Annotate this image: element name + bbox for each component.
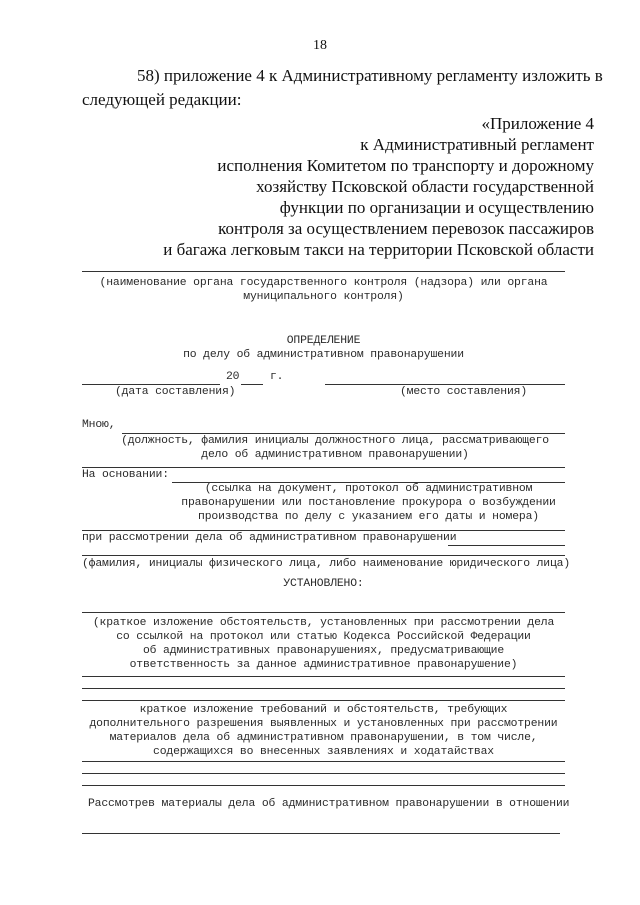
appendix-header-line: исполнения Комитетом по транспорту и дорожному <box>217 156 594 175</box>
appendix-header-line: и багажа легковым такси на территории Псковской области <box>163 240 594 259</box>
appendix-header-line: функции по организации и осуществлению <box>279 198 594 217</box>
blank-line <box>82 761 565 762</box>
person-caption: (фамилия, инициалы физического лица, либо наименование юридического лица) <box>82 558 571 570</box>
official-line <box>122 433 565 434</box>
document-title: ОПРЕДЕЛЕНИЕ <box>286 335 361 347</box>
document-caption: правонарушении или постановление прокурора о возбуждении <box>181 497 556 509</box>
authority-caption: муниципального контроля) <box>243 291 404 303</box>
document-caption: производства по делу с указанием его даты и номера) <box>198 511 539 523</box>
consideration-line <box>448 545 565 546</box>
place-line <box>325 384 565 385</box>
authority-name-line <box>82 271 565 272</box>
person-line <box>82 555 565 556</box>
year-line <box>241 384 263 385</box>
appendix-header-line: «Приложение 4 <box>481 114 594 133</box>
intro-line-2: следующей редакции: <box>82 90 242 109</box>
circumstances-caption: со ссылкой на протокол или статью Кодекса Российской Федерации <box>116 631 531 643</box>
blank-line <box>82 688 565 689</box>
intro-line-1: 58) приложение 4 к Административному регламенту изложить в <box>137 66 603 85</box>
circumstances-caption: об административных правонарушениях, предусматривающие <box>142 645 505 657</box>
blank-line <box>82 700 565 701</box>
date-g-label: г. <box>270 371 284 383</box>
circumstances-caption: ответственность за данное административное правонарушение) <box>129 659 518 671</box>
requirements-caption: материалов дела об административном правонарушении, в том числе, <box>109 732 538 744</box>
authority-caption: (наименование органа государственного контроля (надзора) или органа <box>99 277 548 289</box>
date-caption: (дата составления) <box>115 386 236 398</box>
consideration-label: при рассмотрении дела об административном правонарушении <box>82 532 457 544</box>
requirements-caption: краткое изложение требований и обстоятельств, требующих <box>139 704 508 716</box>
official-caption: дело об административном правонарушении) <box>201 449 469 461</box>
having-reviewed-text: Рассмотрев материалы дела об административном правонарушении в отношении <box>88 798 570 810</box>
document-caption: (ссылка на документ, протокол об административном <box>204 483 533 495</box>
requirements-caption: содержащихся во внесенных заявлениях и ходатайствах <box>153 746 494 758</box>
blank-line <box>82 785 565 786</box>
blank-line <box>82 773 565 774</box>
blank-line <box>82 833 560 834</box>
date-year-label: 20 <box>226 371 240 383</box>
date-line <box>82 384 220 385</box>
appendix-header-line: контроля за осуществлением перевозок пассажиров <box>218 219 594 238</box>
based-on-label: На основании: <box>82 469 169 481</box>
page-number: 18 <box>313 38 327 53</box>
blank-line <box>82 467 565 468</box>
circumstances-caption: (краткое изложение обстоятельств, установленных при рассмотрении дела <box>92 617 555 629</box>
requirements-caption: дополнительного разрешения выявленных и установленных при рассмотрении <box>89 718 558 730</box>
circumstances-line <box>82 612 565 613</box>
place-caption: (место составления) <box>400 386 528 398</box>
document-subtitle: по делу об административном правонарушении <box>183 349 464 361</box>
by-me-label: Мною, <box>82 419 116 431</box>
blank-line <box>82 530 565 531</box>
established-heading: УСТАНОВЛЕНО: <box>283 578 364 590</box>
appendix-header-line: к Административный регламент <box>360 135 594 154</box>
official-caption: (должность, фамилия инициалы должностного лица, рассматривающего <box>121 435 549 447</box>
appendix-header-line: хозяйству Псковской области государственной <box>256 177 594 196</box>
blank-line <box>82 676 565 677</box>
